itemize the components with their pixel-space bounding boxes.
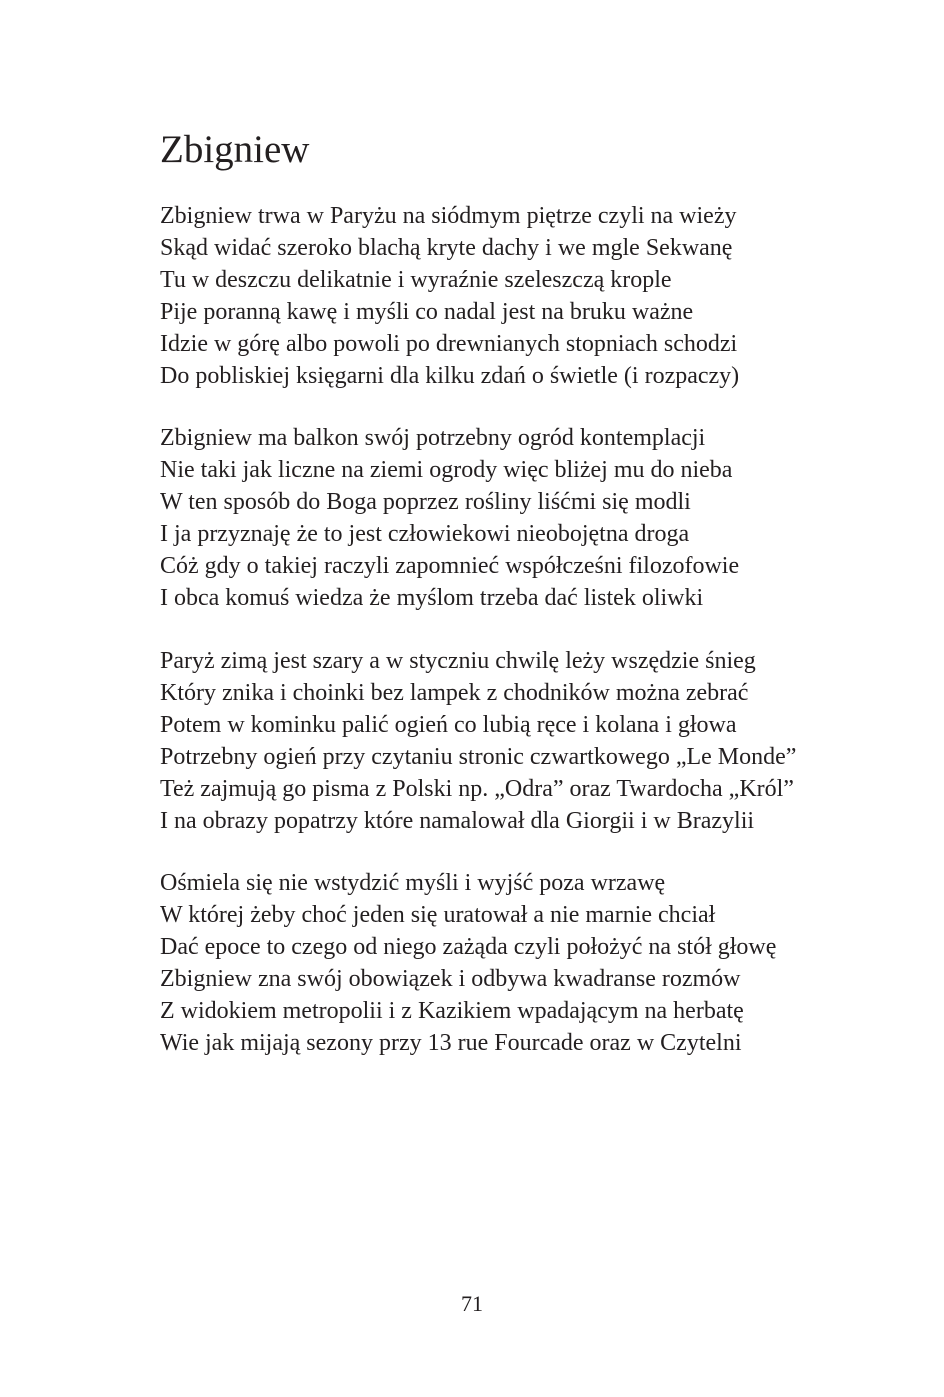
poem-line: I obca komuś wiedza że myślom trzeba dać listek oliwki xyxy=(160,585,704,611)
poem-line: Z widokiem metropolii i z Kazikiem wpadającym na herbatę xyxy=(160,998,744,1024)
stanza-3 xyxy=(160,645,796,837)
poem-line: Który znika i choinki bez lampek z chodników można zebrać xyxy=(160,680,749,706)
stanza-2 xyxy=(160,422,739,614)
poem-line: W ten sposób do Boga poprzez rośliny liśćmi się modli xyxy=(160,489,691,515)
poem-line: Wie jak mijają sezony przy 13 rue Fourcade oraz w Czytelni xyxy=(160,1030,742,1056)
poem-line: Zbigniew trwa w Paryżu na siódmym piętrze czyli na wieży xyxy=(160,203,737,229)
poem-line: Potem w kominku palić ogień co lubią ręce i kolana i głowa xyxy=(160,712,737,738)
poem-line: Też zajmują go pisma z Polski np. „Odra” oraz Twardocha „Król” xyxy=(160,776,794,802)
poem-line: Tu w deszczu delikatnie i wyraźnie szeleszczą krople xyxy=(160,267,672,293)
poem-line: Nie taki jak liczne na ziemi ogrody więc bliżej mu do nieba xyxy=(160,457,733,483)
poem-line: Dać epoce to czego od niego zażąda czyli położyć na stół głowę xyxy=(160,934,777,960)
poem-line: Potrzebny ogień przy czytaniu stronic czwartkowego „Le Monde” xyxy=(160,744,797,770)
poem-line: I ja przyznaję że to jest człowiekowi nieobojętna droga xyxy=(160,521,690,547)
poem-line: W której żeby choć jeden się uratował a nie marnie chciał xyxy=(160,902,716,928)
poem-line: Zbigniew ma balkon swój potrzebny ogród kontemplacji xyxy=(160,425,706,451)
poem-line: Skąd widać szeroko blachą kryte dachy i we mgle Sekwanę xyxy=(160,235,733,261)
poem-line: Idzie w górę albo powoli po drewnianych stopniach schodzi xyxy=(160,331,738,357)
poem-title: Zbigniew xyxy=(160,128,310,171)
page-number: 71 xyxy=(461,1291,483,1316)
poem-line: Zbigniew zna swój obowiązek i odbywa kwadranse rozmów xyxy=(160,966,741,992)
poem-line: Cóż gdy o takiej raczyli zapomnieć współcześni filozofowie xyxy=(160,553,740,579)
poem-line: Ośmiela się nie wstydzić myśli i wyjść poza wrzawę xyxy=(160,870,666,896)
poem-line: Pije poranną kawę i myśli co nadal jest na bruku ważne xyxy=(160,299,694,325)
poem-line: Paryż zimą jest szary a w styczniu chwilę leży wszędzie śnieg xyxy=(160,648,756,674)
stanza-4 xyxy=(160,867,776,1059)
poem-line: Do pobliskiej księgarni dla kilku zdań o świetle (i rozpaczy) xyxy=(160,363,740,389)
poem-line: I na obrazy popatrzy które namalował dla Giorgii i w Brazylii xyxy=(160,808,755,834)
stanza-1 xyxy=(160,200,739,392)
